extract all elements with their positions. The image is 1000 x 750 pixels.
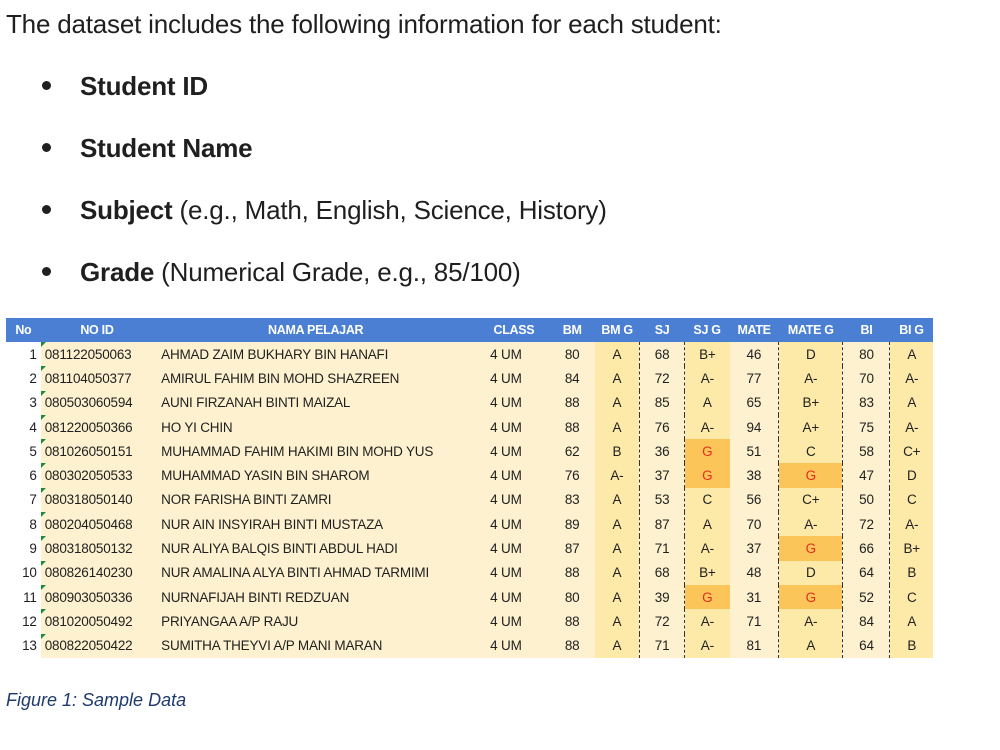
bullet-icon [42,267,51,276]
mate-grade: A- [779,512,843,536]
field-item [40,66,607,128]
bm-grade: A [595,585,640,609]
bullet-icon [42,81,51,90]
sj-score: 68 [640,561,685,585]
mate-grade: A- [779,609,843,633]
bi-grade: A- [890,415,933,439]
bi-score: 64 [843,561,890,585]
row-number: 4 [6,415,41,439]
bi-score: 52 [843,585,890,609]
field-name: Grade [80,257,155,287]
student-id: 080903050336 [41,585,153,609]
student-id: 081026050151 [41,439,153,463]
bm-score: 80 [550,342,595,366]
row-number: 5 [6,439,41,463]
field-item [40,252,607,314]
field-name: Student Name [80,133,253,163]
bi-score: 80 [843,342,890,366]
row-number: 1 [6,342,41,366]
bm-grade: A [595,415,640,439]
sj-grade: A [685,512,730,536]
bm-score: 84 [550,366,595,390]
mate-score: 48 [730,561,779,585]
bm-score: 83 [550,488,595,512]
table-row [6,391,933,415]
student-name: MUHAMMAD FAHIM HAKIMI BIN MOHD YUS [153,439,478,463]
bm-score: 88 [550,415,595,439]
mate-grade: C [779,439,843,463]
row-number: 6 [6,463,41,487]
class: 4 UM [478,609,550,633]
row-number: 12 [6,609,41,633]
sj-score: 87 [640,512,685,536]
column-header: No [6,318,41,342]
sj-score: 36 [640,439,685,463]
table-row [6,609,933,633]
bm-score: 76 [550,463,595,487]
student-name: NUR ALIYA BALQIS BINTI ABDUL HADI [153,536,478,560]
class: 4 UM [478,536,550,560]
mate-score: 37 [730,536,779,560]
sj-grade: A- [685,634,730,658]
class: 4 UM [478,463,550,487]
column-header: BI [843,318,890,342]
mate-score: 71 [730,609,779,633]
mate-score: 31 [730,585,779,609]
bi-score: 83 [843,391,890,415]
table-row [6,488,933,512]
bi-grade: A- [890,366,933,390]
student-id: 081020050492 [41,609,153,633]
student-id: 081220050366 [41,415,153,439]
bi-score: 84 [843,609,890,633]
bm-grade: A [595,561,640,585]
sj-grade: A [685,391,730,415]
bm-score: 88 [550,634,595,658]
row-number: 3 [6,391,41,415]
field-detail: (Numerical Grade, e.g., 85/100) [154,257,521,287]
class: 4 UM [478,439,550,463]
bm-grade: B [595,439,640,463]
sj-score: 39 [640,585,685,609]
mate-score: 70 [730,512,779,536]
class: 4 UM [478,342,550,366]
student-id: 081122050063 [41,342,153,366]
bi-grade: A [890,342,933,366]
mate-grade: D [779,561,843,585]
bullet-icon [42,205,51,214]
bi-grade: C [890,488,933,512]
bi-grade: A [890,609,933,633]
sj-grade: C [685,488,730,512]
student-name: NUR AIN INSYIRAH BINTI MUSTAZA [153,512,478,536]
student-name: PRIYANGAA A/P RAJU [153,609,478,633]
mate-grade: A [779,634,843,658]
sj-score: 68 [640,342,685,366]
field-detail: (e.g., Math, English, Science, History) [172,195,607,225]
field-name: Student ID [80,71,208,101]
student-id: 080826140230 [41,561,153,585]
mate-grade: C+ [779,488,843,512]
bi-grade: C+ [890,439,933,463]
class: 4 UM [478,391,550,415]
bm-score: 88 [550,391,595,415]
student-id: 080204050468 [41,512,153,536]
bm-grade: A [595,512,640,536]
column-header: NO ID [41,318,153,342]
sj-score: 71 [640,634,685,658]
row-number: 8 [6,512,41,536]
table-row [6,634,933,658]
mate-score: 77 [730,366,779,390]
column-header: BI G [890,318,933,342]
column-header: SJ G [685,318,730,342]
field-item [40,190,607,252]
sj-grade: A- [685,609,730,633]
mate-score: 51 [730,439,779,463]
mate-score: 81 [730,634,779,658]
bi-score: 47 [843,463,890,487]
bm-grade: A [595,536,640,560]
class: 4 UM [478,634,550,658]
class: 4 UM [478,415,550,439]
table-row [6,536,933,560]
bi-score: 70 [843,366,890,390]
row-number: 13 [6,634,41,658]
bi-grade: B [890,561,933,585]
mate-score: 46 [730,342,779,366]
bi-score: 66 [843,536,890,560]
bi-score: 64 [843,634,890,658]
student-id: 080822050422 [41,634,153,658]
bm-score: 80 [550,585,595,609]
table-row [6,415,933,439]
column-header: MATE [730,318,779,342]
sj-score: 37 [640,463,685,487]
sj-grade: B+ [685,342,730,366]
bm-grade: A [595,366,640,390]
row-number: 11 [6,585,41,609]
mate-grade: A+ [779,415,843,439]
mate-grade: G [779,463,843,487]
column-header: BM G [595,318,640,342]
row-number: 10 [6,561,41,585]
class: 4 UM [478,585,550,609]
sj-grade: A- [685,415,730,439]
bm-score: 62 [550,439,595,463]
student-id: 081104050377 [41,366,153,390]
bi-score: 75 [843,415,890,439]
bi-grade: D [890,463,933,487]
mate-grade: B+ [779,391,843,415]
student-id: 080318050140 [41,488,153,512]
table-row [6,463,933,487]
bi-grade: A [890,391,933,415]
sj-score: 85 [640,391,685,415]
table-row [6,512,933,536]
row-number: 7 [6,488,41,512]
student-name: AUNI FIRZANAH BINTI MAIZAL [153,391,478,415]
bm-grade: A- [595,463,640,487]
mate-grade: D [779,342,843,366]
bm-score: 89 [550,512,595,536]
bi-grade: C [890,585,933,609]
column-header: MATE G [779,318,843,342]
bm-grade: A [595,342,640,366]
student-name: AHMAD ZAIM BUKHARY BIN HANAFI [153,342,478,366]
bm-score: 88 [550,609,595,633]
column-header: BM [550,318,595,342]
student-name: SUMITHA THEYVI A/P MANI MARAN [153,634,478,658]
field-list [40,66,607,314]
sj-grade: G [685,439,730,463]
table-row [6,439,933,463]
student-id: 080302050533 [41,463,153,487]
table-row [6,561,933,585]
sj-score: 76 [640,415,685,439]
column-header: SJ [640,318,685,342]
column-header: CLASS [478,318,550,342]
bm-grade: A [595,488,640,512]
bm-grade: A [595,609,640,633]
class: 4 UM [478,512,550,536]
sj-score: 72 [640,609,685,633]
student-name: MUHAMMAD YASIN BIN SHAROM [153,463,478,487]
bi-score: 58 [843,439,890,463]
mate-score: 94 [730,415,779,439]
sj-grade: A- [685,366,730,390]
student-name: HO YI CHIN [153,415,478,439]
class: 4 UM [478,366,550,390]
bi-grade: B+ [890,536,933,560]
table-row [6,342,933,366]
sj-grade: G [685,585,730,609]
mate-score: 56 [730,488,779,512]
bi-score: 50 [843,488,890,512]
mate-grade: G [779,536,843,560]
bi-grade: B [890,634,933,658]
class: 4 UM [478,561,550,585]
student-name: NOR FARISHA BINTI ZAMRI [153,488,478,512]
sample-data-table [6,318,933,658]
student-name: NUR AMALINA ALYA BINTI AHMAD TARMIMI [153,561,478,585]
mate-score: 38 [730,463,779,487]
bullet-icon [42,143,51,152]
column-header: NAMA PELAJAR [153,318,478,342]
bi-grade: A- [890,512,933,536]
student-name: NURNAFIJAH BINTI REDZUAN [153,585,478,609]
student-id: 080503060594 [41,391,153,415]
row-number: 9 [6,536,41,560]
sj-grade: A- [685,536,730,560]
sj-grade: G [685,463,730,487]
intro-text: The dataset includes the following information for each student: [6,9,722,39]
bi-score: 72 [843,512,890,536]
sj-grade: B+ [685,561,730,585]
bm-score: 87 [550,536,595,560]
sj-score: 53 [640,488,685,512]
figure-caption: Figure 1: Sample Data [6,690,187,710]
mate-grade: G [779,585,843,609]
bm-score: 88 [550,561,595,585]
student-name: AMIRUL FAHIM BIN MOHD SHAZREEN [153,366,478,390]
bm-grade: A [595,634,640,658]
table-row [6,366,933,390]
mate-grade: A- [779,366,843,390]
row-number: 2 [6,366,41,390]
mate-score: 65 [730,391,779,415]
field-item [40,128,607,190]
student-id: 080318050132 [41,536,153,560]
field-name: Subject [80,195,173,225]
sj-score: 72 [640,366,685,390]
bm-grade: A [595,391,640,415]
table-header-row [6,318,933,342]
table-row [6,585,933,609]
sj-score: 71 [640,536,685,560]
class: 4 UM [478,488,550,512]
